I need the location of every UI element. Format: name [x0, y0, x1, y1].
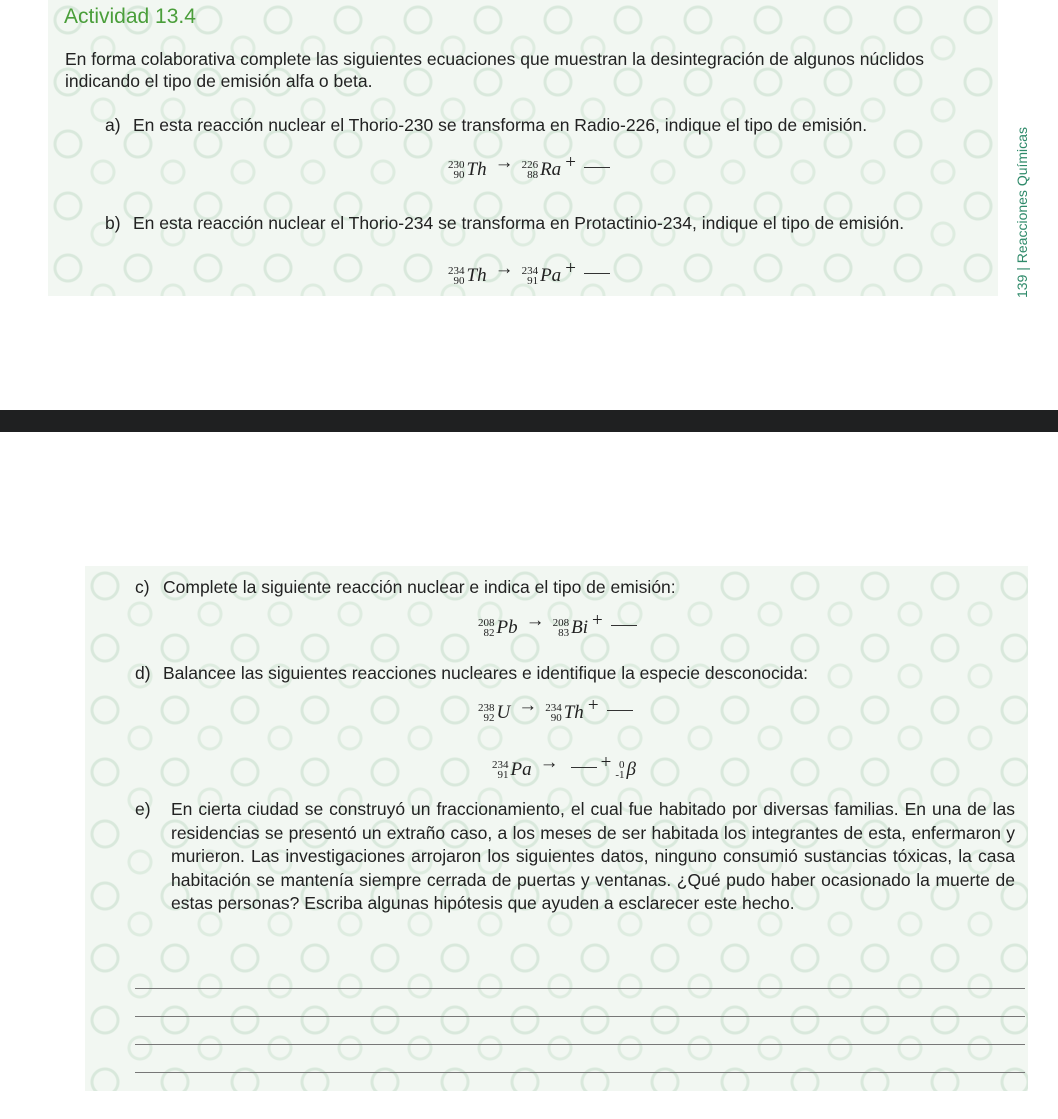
item-b — [105, 212, 985, 234]
item-d-text: Balancee las siguientes reacciones nucleares e identifique la especie desconocida: — [163, 663, 808, 683]
equation-d2: 234 91 Pa → + 0 -1 β — [492, 752, 636, 781]
answer-line-2[interactable] — [135, 1016, 1025, 1017]
page-separator-band — [0, 410, 1058, 432]
answer-blank-d2[interactable] — [571, 765, 597, 768]
answer-blank-c[interactable] — [611, 623, 637, 626]
answer-line-3[interactable] — [135, 1044, 1025, 1045]
item-a — [105, 114, 1005, 136]
item-a-text: En esta reacción nuclear el Thorio-230 se transforma en Radio-226, indique el tipo de emisión. — [133, 115, 868, 135]
equation-c: 208 82 Pb → 208 83 Bi + — [478, 610, 637, 639]
intro-paragraph: En forma colaborativa complete las siguientes ecuaciones que muestran la desintegración de algunos núclidos indicando el tipo de emisión alfa o beta. — [65, 49, 924, 91]
item-e-label: e) — [135, 799, 151, 819]
answer-blank-b[interactable] — [584, 271, 610, 274]
answer-blank-a[interactable] — [584, 165, 610, 168]
side-page-label: 139 | Reacciones Químicas — [1014, 127, 1030, 298]
equation-d1: 238 92 U → 234 90 Th + — [478, 695, 633, 724]
answer-line-4[interactable] — [135, 1072, 1025, 1073]
item-a-label: a) — [105, 115, 121, 135]
equation-a: 230 90 Th → 226 88 Ra + — [448, 152, 610, 181]
item-e-text: En cierta ciudad se construyó un fraccionamiento, el cual fue habitado por diversas familias. En una de las residencias se presentó un extraño caso, a los meses de ser habitada los integrantes de esta, enfermaron y murieron. Las investigaciones arrojaron los siguientes datos, ninguno consumió sustancias tóxicas, la casa habitación se mantenía siempre cerrada de puertas y ventanas. ¿Qué pudo haber ocasionado la muerte de estas personas? Escriba algunas hipótesis que ayuden a esclarecer este hecho. — [171, 799, 1015, 913]
answer-blank-d1[interactable] — [607, 708, 633, 711]
answer-line-1[interactable] — [135, 988, 1025, 989]
item-c-label: c) — [135, 577, 150, 597]
item-b-label: b) — [105, 213, 121, 233]
item-d-label: d) — [135, 663, 151, 683]
item-c-text: Complete la siguiente reacción nuclear e indica el tipo de emisión: — [163, 577, 676, 597]
equation-b: 234 90 Th → 234 91 Pa + — [448, 258, 610, 287]
item-d — [135, 662, 1015, 684]
item-c — [135, 576, 1015, 598]
top-page-background — [48, 0, 998, 296]
activity-title: Actividad 13.4 — [64, 5, 196, 28]
item-b-text: En esta reacción nuclear el Thorio-234 se transforma en Protactinio-234, indique el tipo de emisión. — [133, 213, 905, 233]
item-e — [135, 798, 1015, 916]
